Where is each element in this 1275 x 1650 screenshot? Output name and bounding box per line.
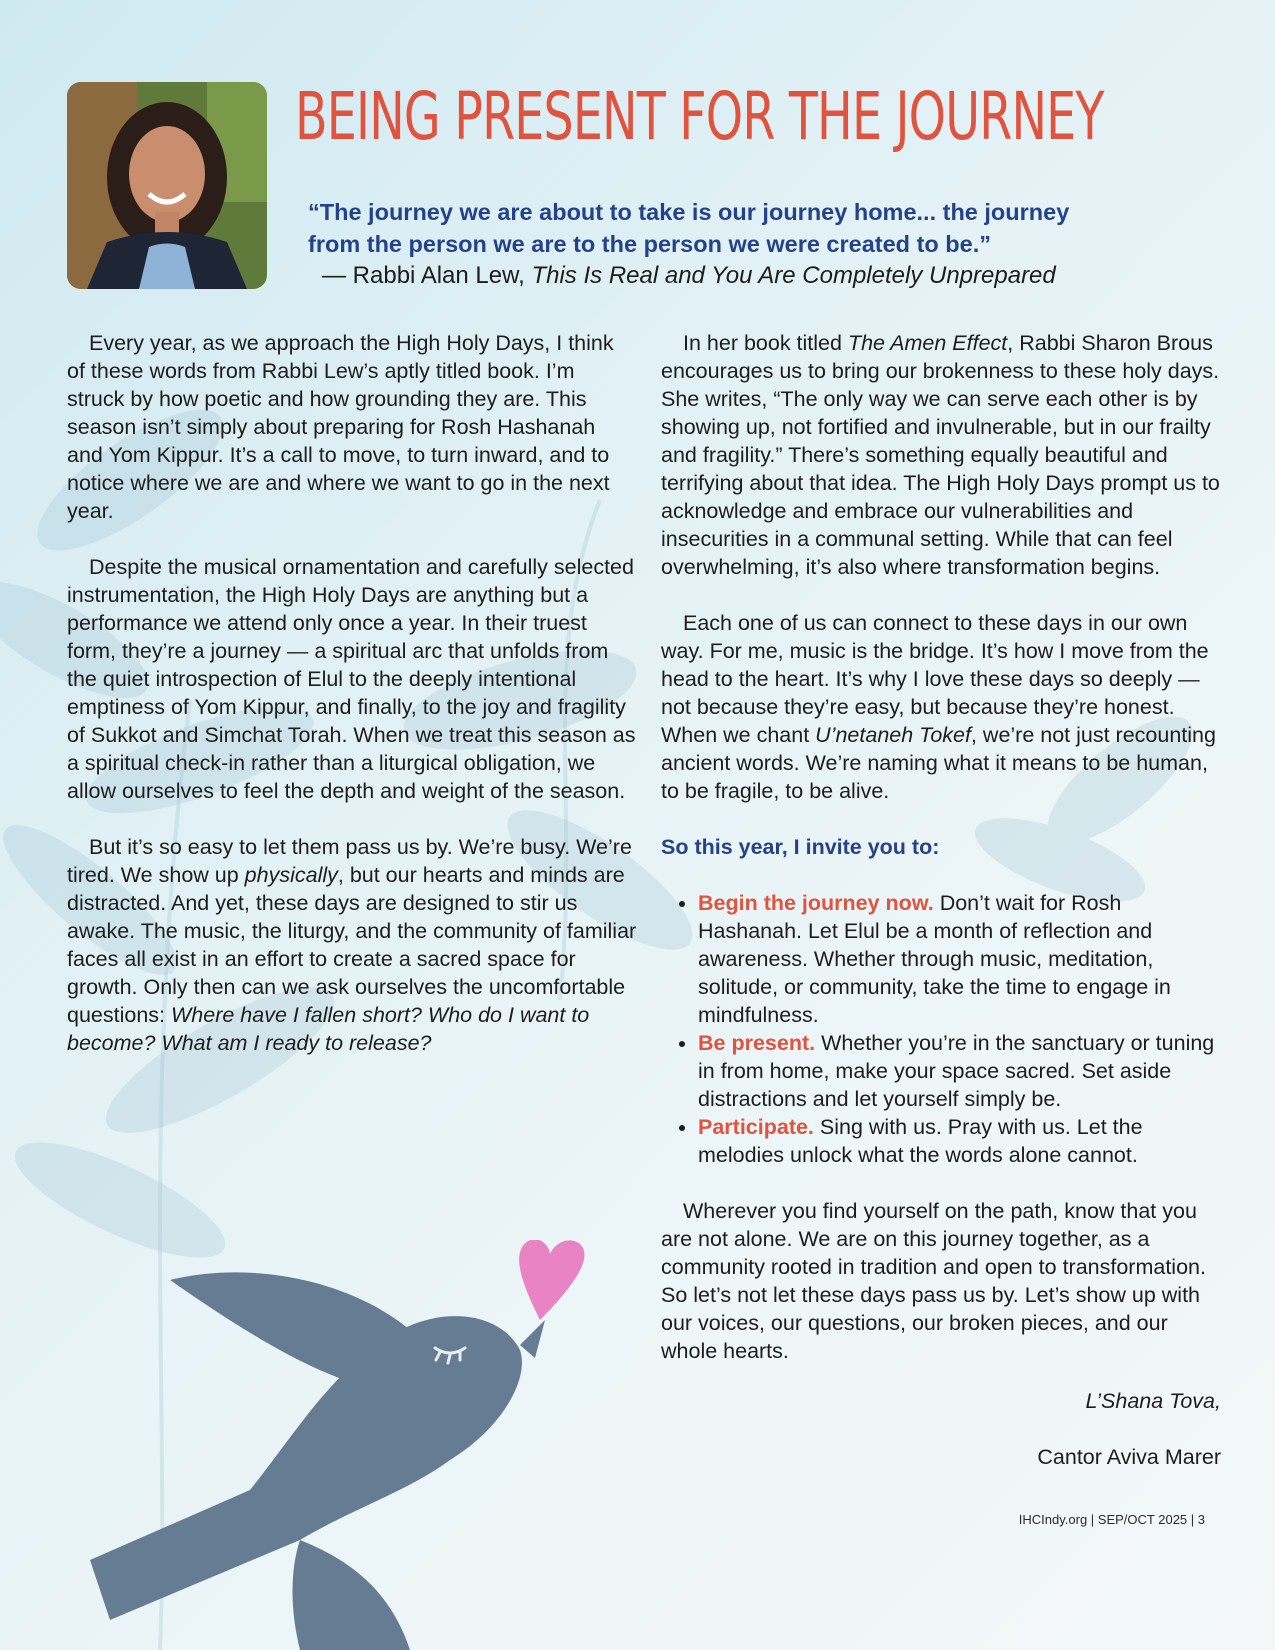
attribution-author: — Rabbi Alan Lew, [322,262,532,289]
p3-emphasis: physically [244,863,338,887]
heart-icon [519,1240,584,1320]
right-paragraph-3: Wherever you find yourself on the path, know that you are not alone. We are on this journey together, as a community rooted in tradition and open to transformation. So let’s not let these days pass us by. Let’s show up with our voices, our questions, our broken pieces, and our whole hearts. [661,1199,1206,1363]
left-paragraph-2: Despite the musical ornamentation and carefully selected instrumentation, the High Holy Days are anything but a performance we attend only once a year. In their truest form, they’re a journey — a spiritual arc that unfolds from the quiet introspection of Elul to the deeply intentional emptiness of Yom Kippur, and finally, to the joy and fragility of Sukkot and Simchat Torah. When we treat this season as a spiritual check-in rather than a liturgical obligation, we allow ourselves to feel the depth and weight of the season. [67,555,636,803]
cantor-portrait-photo [67,82,267,289]
rp2-text-a: Each one of us can connect to these days in our own way. For me, music is the bridge. It’s how I move from the head to the heart. It’s why I love these days so deeply — not because they’re easy, but because they’re honest. When we chant [661,611,1209,747]
bullet-lead: Be present. [698,1031,816,1055]
prayer-title: U’netaneh Tokef [815,723,971,747]
bullet-text: Don’t wait for Rosh Hashanah. Let Elul be a month of reflection and awareness. Whether through music, meditation, solitude, or community, take the time to engage in mindfulness. [698,891,1171,1027]
closing-greeting [661,1387,1221,1415]
quote-line-2: from the person we are to the person we were created to be.” [308,231,991,257]
quote-attribution [322,260,1222,292]
left-column [67,329,637,1085]
bullet-lead: Begin the journey now. [698,891,934,915]
quote-line-1: “The journey we are about to take is our journey home... the journey [308,199,1070,225]
book-title-amen-effect: The Amen Effect [847,331,1008,355]
p3-text-a: But it’s so easy to let them pass us by. We’re busy. We’re tired. We show up [67,835,632,887]
bird-with-heart-illustration [50,1240,610,1650]
pull-quote [308,196,1148,260]
attribution-book-title: This Is Real and You Are Completely Unprepared [531,262,1056,289]
invite-list [661,889,1221,1169]
portrait-illustration [67,82,267,289]
p3-questions: Where have I fallen short? Who do I want to become? What am I ready to release? [67,1003,590,1055]
closing-text: L’Shana Tova, [1085,1389,1221,1413]
page-footer: IHCIndy.org | SEP/OCT 2025 | 3 [1018,1512,1205,1527]
list-item [698,1113,1221,1169]
right-column [661,329,1221,1499]
bullet-text: Whether you’re in the sanctuary or tuning in from home, make your space sacred. Set aside distractions and let yourself simply be. [698,1031,1215,1111]
rp2-text-b: , we’re not just recounting ancient words. We’re naming what it means to be human, to be fragile, to be alive. [661,723,1216,803]
right-paragraph-1 [661,329,1221,581]
list-item [698,889,1221,1029]
right-paragraph-2 [661,609,1221,805]
rp1-text-a: In her book titled [683,331,848,355]
list-item [698,1029,1221,1113]
left-paragraph-1: Every year, as we approach the High Holy Days, I think of these words from Rabbi Lew’s aptly titled book. I’m struck by how poetic and how grounding they are. This season isn’t simply about preparing for Rosh Hashanah and Yom Kippur. It’s a call to move, to turn inward, and to notice where we are and where we want to go in the next year. [67,331,614,523]
page-title: BEING PRESENT FOR THE JOURNEY [295,78,1104,155]
signature: Cantor Aviva Marer [1037,1445,1221,1469]
bullet-text: Sing with us. Pray with us. Let the melodies unlock what the words alone cannot. [698,1115,1143,1167]
p3-text-b: , but our hearts and minds are distracted. And yet, these days are designed to stir us awake. The music, the liturgy, and the community of familiar faces all exist in an effort to create a sacred space for growth. Only then can we ask ourselves the uncomfortable questions: [67,863,637,1027]
left-paragraph-3 [67,833,637,1057]
bullet-lead: Participate. [698,1115,814,1139]
rp1-text-b: , Rabbi Sharon Brous encourages us to bring our brokenness to these holy days. She writes, “The only way we can serve each other is by showing up, not fortified and invulnerable, but in our frailty and fragility.” There’s something equally beautiful and terrifying about that idea. The High Holy Days prompt us to acknowledge and embrace our vulnerabilities and insecurities in a communal setting. While that can feel overwhelming, it’s also where transformation begins. [661,331,1220,579]
invite-heading: So this year, I invite you to: [661,835,940,859]
